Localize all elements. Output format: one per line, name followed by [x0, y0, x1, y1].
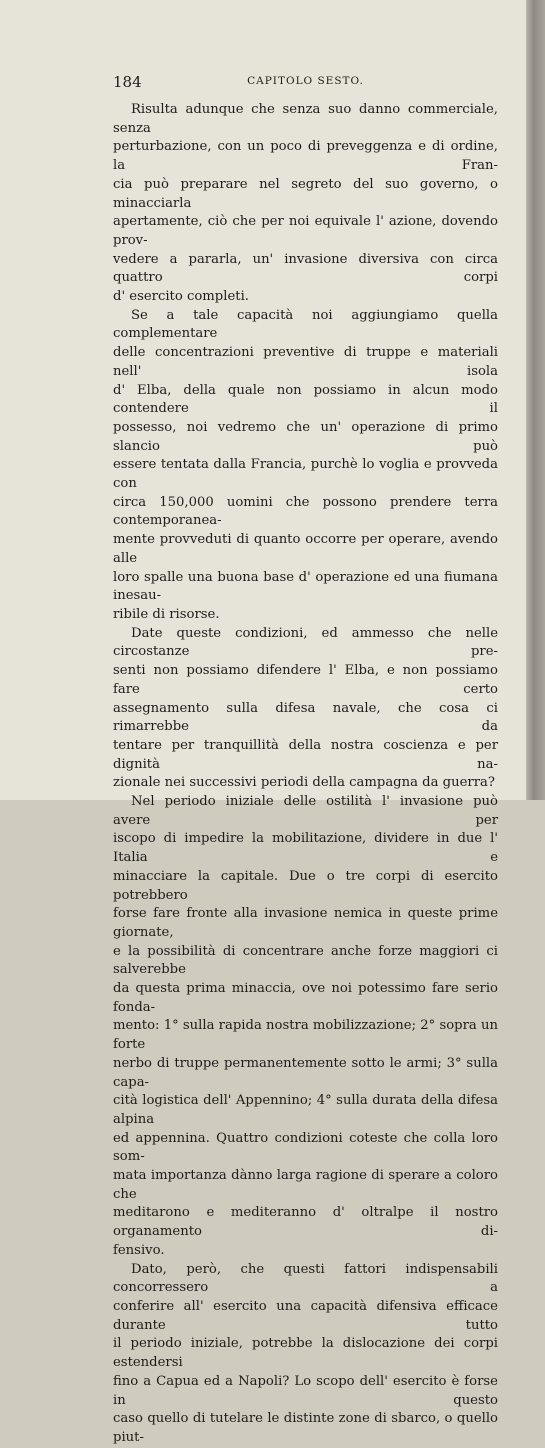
- paragraph: [113, 793, 498, 1261]
- text-line: apertamente, ciò che per noi equivale l' azione, dovendo prov-: [113, 214, 498, 248]
- page-number: 184: [113, 73, 142, 91]
- text-line: iscopo di impedire la mobilitazione, dividere in due l' Italia e: [113, 831, 498, 866]
- text-line: ed appennina. Quattro condizioni coteste che colla loro som-: [113, 1130, 498, 1165]
- text-line: Nel periodo iniziale delle ostilità l' invasione può avere per: [113, 794, 498, 828]
- text-line: caso quello di tutelare le distinte zone di sbarco, o quello piut-: [113, 1411, 498, 1445]
- paragraph: [113, 307, 498, 625]
- text-line: Dato, però, che questi fattori indispensabili concorressero a: [113, 1261, 498, 1296]
- text-line: Date queste condizioni, ed ammesso che nelle circostanze pre-: [113, 625, 498, 660]
- text-line: cità logistica dell' Appennino; 4° sulla durata della difesa alpina: [113, 1093, 498, 1127]
- text-line: circa 150,000 uomini che possono prendere terra contemporanea-: [113, 494, 498, 529]
- text-line: Se a tale capacità noi aggiungiamo quella complementare: [113, 307, 498, 342]
- text-line: zionale nei successivi periodi della campagna da guerra?: [113, 775, 495, 791]
- text-line: conferire all' esercito una capacità difensiva efficace durante tutto: [113, 1299, 498, 1333]
- text-line: mata importanza dànno larga ragione di sperare a coloro che: [113, 1168, 498, 1202]
- text-line: minacciare la capitale. Due o tre corpi di esercito potrebbero: [113, 868, 498, 903]
- text-line: fensivo.: [113, 1242, 165, 1258]
- text-line: senti non possiamo difendere l' Elba, e non possiamo fare certo: [113, 663, 498, 697]
- text-line: fino a Capua ed a Napoli? Lo scopo dell' esercito è forse in questo: [113, 1373, 498, 1408]
- paragraph: [113, 101, 498, 307]
- text-line: mento: 1° sulla rapida nostra mobilizzazione; 2° sopra un forte: [113, 1018, 498, 1053]
- text-line: nerbo di truppe permanentemente sotto le armi; 3° sulla capa-: [113, 1055, 498, 1090]
- text-line: tentare per tranquillità della nostra coscienza e per dignità na-: [113, 737, 498, 772]
- text-line: essere tentata dalla Francia, purchè lo voglia e provveda con: [113, 457, 498, 492]
- running-head: CAPITOLO SESTO.: [247, 75, 364, 87]
- text-line: loro spalle una buona base d' operazione ed una fiumana inesau-: [113, 569, 498, 604]
- text-line: il periodo iniziale, potrebbe la dislocazione dei corpi estendersi: [113, 1336, 498, 1371]
- text-line: vedere a pararla, un' invasione diversiva con circa quattro corpi: [113, 251, 498, 286]
- text-line: cia può preparare nel segreto del suo governo, o minacciarla: [113, 176, 498, 211]
- text-line: d' Elba, della quale non possiamo in alcun modo contendere il: [113, 382, 498, 417]
- page-header: [113, 73, 498, 93]
- text-line: e la possibilità di concentrare anche forze maggiori ci salverebbe: [113, 943, 498, 978]
- text-line: forse fare fronte alla invasione nemica in queste prime giornate,: [113, 906, 498, 940]
- text-line: ribile di risorse.: [113, 606, 220, 622]
- text-line: mente provveduti di quanto occorre per operare, avendo alle: [113, 532, 498, 566]
- text-line: perturbazione, con un poco di preveggenza e di ordine, la Fran-: [113, 139, 498, 174]
- text-line: meditarono e mediteranno d' oltralpe il nostro organamento di-: [113, 1205, 498, 1240]
- text-line: da questa prima minaccia, ove noi potessimo fare serio fonda-: [113, 981, 498, 1015]
- paragraph: [113, 625, 498, 793]
- paragraph: [113, 1261, 498, 1448]
- book-page-edge: [526, 0, 545, 800]
- text-line: d' esercito completi.: [113, 289, 249, 305]
- text-line: Risulta adunque che senza suo danno commerciale, senza: [113, 102, 498, 136]
- page-body: [113, 101, 498, 1448]
- text-line: possesso, noi vedremo che un' operazione di primo slancio può: [113, 419, 498, 454]
- text-line: delle concentrazioni preventive di truppe e materiali nell' isola: [113, 345, 498, 379]
- text-line: assegnamento sulla difesa navale, che cosa ci rimarrebbe da: [113, 700, 498, 735]
